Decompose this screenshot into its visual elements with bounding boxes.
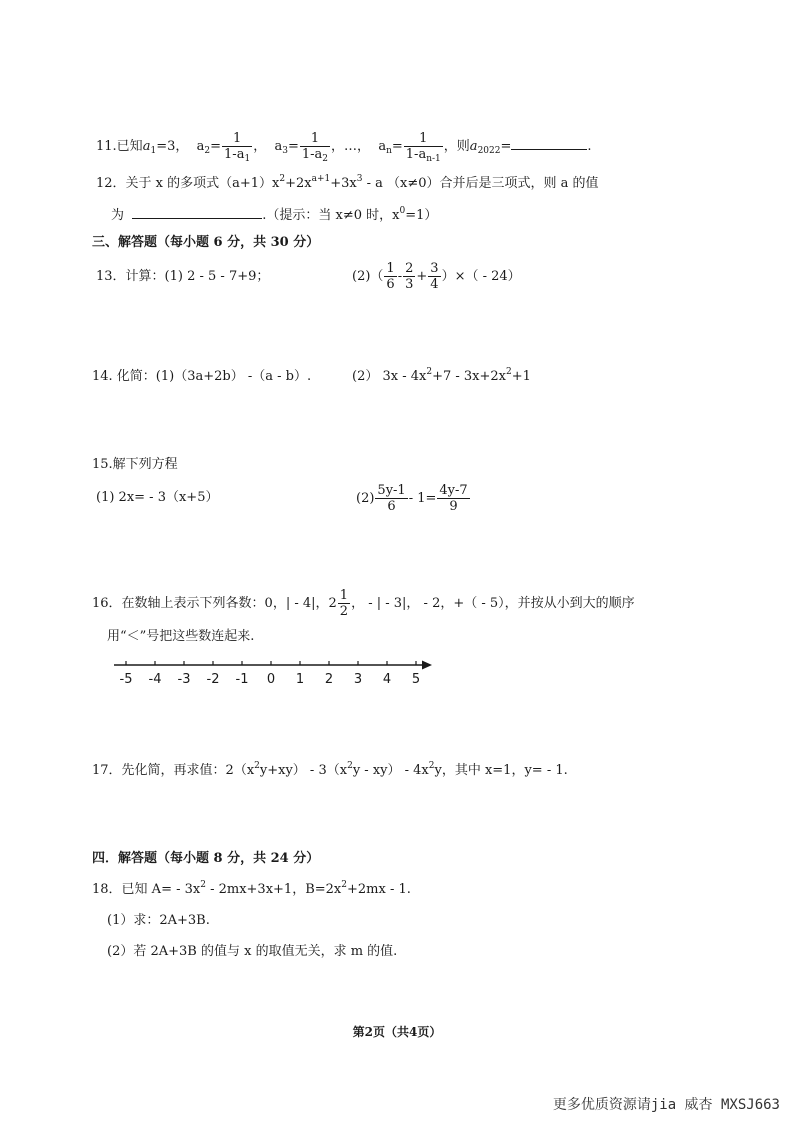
number-line-tick-label: 0 [266, 672, 276, 687]
q15-frac-2: $\frac{4y-7}{9}$ [439, 483, 468, 514]
number-line-tick-label: 1 [295, 672, 305, 687]
q12-line1: 12．关于 x 的多项式$(a+1)x^2+2x^{a+1}+3x^3 - a$ （x≠0）合并后是三项式，则 a 的值 [96, 174, 599, 191]
number-line-arrow [422, 661, 432, 670]
q18-sub2: (2）若 2A+3B 的值与 x 的取值无关，求 m 的值. [107, 944, 398, 959]
q17-line: 17．先化简，再求值：$2(x^2y+xy) - 3(x^2y - xy) - 4x^2y$，其中 x=1，y= - 1. [92, 761, 568, 778]
q15-part2: (2) $\frac{5y-1}{6}$ - 1= $\frac{4y-7}{9}$ [356, 483, 468, 514]
q18-sub1: (1）求：2A+3B. [107, 913, 210, 928]
q16-line2: 用“＜”号把这些数连起来. [107, 629, 255, 644]
q12-line2: 为 .（提示：当 x≠0 时，$x^0=1$） [111, 206, 438, 223]
q16-frac: $\frac{1}{2}$ [339, 588, 349, 619]
number-line-tick-label: -3 [177, 672, 191, 687]
q13-frac-2: $\frac{2}{3}$ [405, 261, 414, 292]
number-line-tick-label: -1 [235, 672, 249, 687]
q13-part1: 13．计算：(1) 2 - 5 - 7+9； [96, 269, 270, 284]
watermark-text: 更多优质资源请jia 威杏 MXSJ663 [552, 1097, 780, 1113]
q15-title: 15.解下列方程 [92, 457, 178, 472]
q14-part1: 14. 化简：(1)（3a+2b） -（a - b）. [92, 369, 312, 384]
page-footer: 第2页（共4页） [352, 1025, 442, 1039]
q13-frac-3: $\frac{3}{4}$ [430, 261, 439, 292]
number-line [112, 655, 434, 689]
q13-part2: (2)（ $\frac{1}{6}$ - $\frac{2}{3}$ + $\frac{3}{4}$ ）×（ - 24） [352, 261, 521, 292]
q15-part1: (1) 2x= - 3（x+5） [96, 490, 219, 505]
number-line-tick-label: 3 [353, 672, 363, 687]
q11-frac-a2: $\frac{1}{1-a_1}$ [224, 131, 251, 164]
number-line-tick-label: 4 [382, 672, 392, 687]
q13-frac-1: $\frac{1}{6}$ [386, 261, 395, 292]
q11-line: 11.已知$a_1=3$， $a_2=$ $\frac{1}{1-a_1}$ ， $a_3=$ $\frac{1}{1-a_2}$ ，…， $a_n=$ $\frac{1}{1-a_{n-1}}$ ，则$a_{2022}=$ . [96, 131, 592, 164]
number-line-tick-label: 2 [324, 672, 334, 687]
q15-frac-1: $\frac{5y-1}{6}$ [377, 483, 406, 514]
section-4-heading: 四．解答题（每小题 8 分，共 24 分） [92, 851, 320, 866]
q18-line: 18．已知 $A= - 3x^2 - 2mx+3x+1$，$B=2x^2+2mx - 1$. [92, 880, 411, 897]
number-line-tick-label: -4 [148, 672, 162, 687]
section-3-heading: 三、解答题（每小题 6 分，共 30 分） [92, 235, 320, 250]
number-line-tick-label: 5 [411, 672, 421, 687]
q11-frac-an: $\frac{1}{1-a_{n-1}}$ [405, 131, 441, 164]
q16-line1: 16．在数轴上表示下列各数：0，| - 4|，2 $\frac{1}{2}$ ， - | - 3|， - 2，+（ - 5），并按从小到大的顺序 [92, 588, 635, 619]
number-line-tick-label: -2 [206, 672, 220, 687]
answer-blank-q12 [132, 206, 262, 219]
number-line-tick-label: -5 [119, 672, 133, 687]
q11-frac-a3: $\frac{1}{1-a_2}$ [301, 131, 329, 164]
answer-blank-q11 [511, 137, 587, 150]
q14-part2: (2） $3x - 4x^2+7 - 3x+2x^2+1$ [352, 367, 531, 384]
